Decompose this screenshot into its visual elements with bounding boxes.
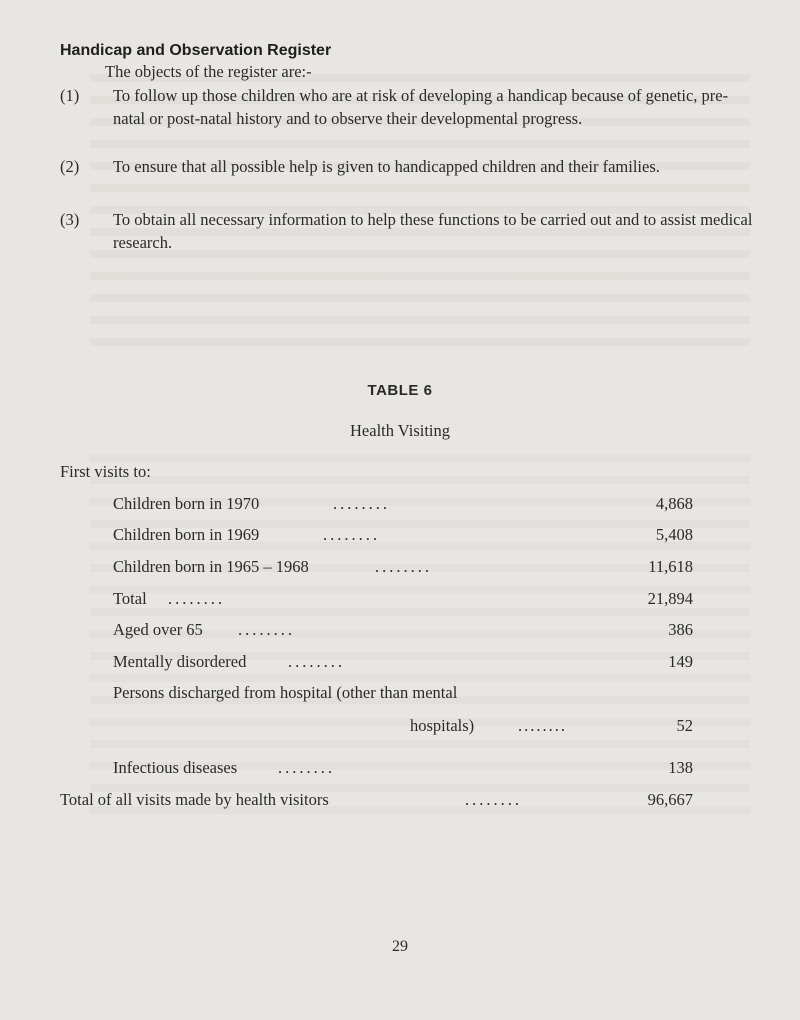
- row-value: 138: [668, 758, 693, 777]
- row-label: Total of all visits made by health visitors: [60, 790, 329, 809]
- row-label: Persons discharged from hospital (other than mental: [113, 683, 458, 702]
- row-value: 5,408: [655, 525, 693, 544]
- item-number: (3): [60, 210, 80, 229]
- leader-dots: ........: [168, 589, 225, 608]
- table-subtitle: Health Visiting: [350, 421, 450, 440]
- row-label: Children born in 1970: [113, 494, 260, 513]
- leader-dots: ........: [465, 790, 522, 809]
- leader-dots: ........: [278, 758, 335, 777]
- leader-dots: ........: [518, 716, 567, 735]
- table-row: [113, 683, 693, 739]
- row-label: Aged over 65: [113, 620, 203, 639]
- first-visits-label: First visits to:: [60, 462, 151, 481]
- row-label: Children born in 1965 – 1968: [113, 557, 309, 576]
- row-value: 149: [668, 652, 693, 671]
- table-row: [113, 525, 693, 547]
- intro-text: The objects of the register are:-: [105, 62, 312, 81]
- table-row: [113, 620, 693, 642]
- item-number: (1): [60, 86, 80, 105]
- row-label: Mentally disordered: [113, 652, 247, 671]
- row-value: 386: [668, 620, 693, 639]
- table-title: TABLE 6: [367, 382, 433, 399]
- leader-dots: ........: [333, 494, 390, 513]
- leader-dots: ........: [375, 557, 432, 576]
- row-value: 11,618: [648, 557, 693, 576]
- item-text: To ensure that all possible help is given to handicapped children and their families.: [113, 157, 660, 176]
- objective-item: [60, 155, 760, 178]
- table-row: [113, 557, 693, 579]
- table-row: [113, 589, 693, 611]
- row-value: 4,868: [655, 494, 693, 513]
- table-row-total-all: [60, 790, 693, 812]
- row-value: 21,894: [647, 589, 693, 608]
- objective-item: [60, 84, 760, 130]
- page-number: 29: [392, 938, 408, 955]
- leader-dots: ........: [323, 525, 380, 544]
- section-heading: Handicap and Observation Register: [60, 42, 332, 59]
- table-row: [113, 494, 693, 516]
- table-row: [113, 652, 693, 674]
- leader-dots: ........: [288, 652, 345, 671]
- item-text: To follow up those children who are at risk of developing a handicap because of genetic, pre-natal or post-natal history and to observe their developmental progress.: [113, 86, 729, 128]
- row-value: 52: [676, 716, 693, 735]
- row-label: Infectious diseases: [113, 758, 238, 777]
- item-number: (2): [60, 157, 80, 176]
- row-label: Total: [113, 589, 147, 608]
- row-label-continuation: hospitals): [410, 716, 475, 735]
- leader-dots: ........: [238, 620, 295, 639]
- item-text: To obtain all necessary information to help these functions to be carried out and to assist medical research.: [113, 210, 753, 252]
- row-label: Children born in 1969: [113, 525, 260, 544]
- objective-item: [60, 208, 760, 254]
- row-value: 96,667: [647, 790, 693, 809]
- table-row: [113, 758, 693, 780]
